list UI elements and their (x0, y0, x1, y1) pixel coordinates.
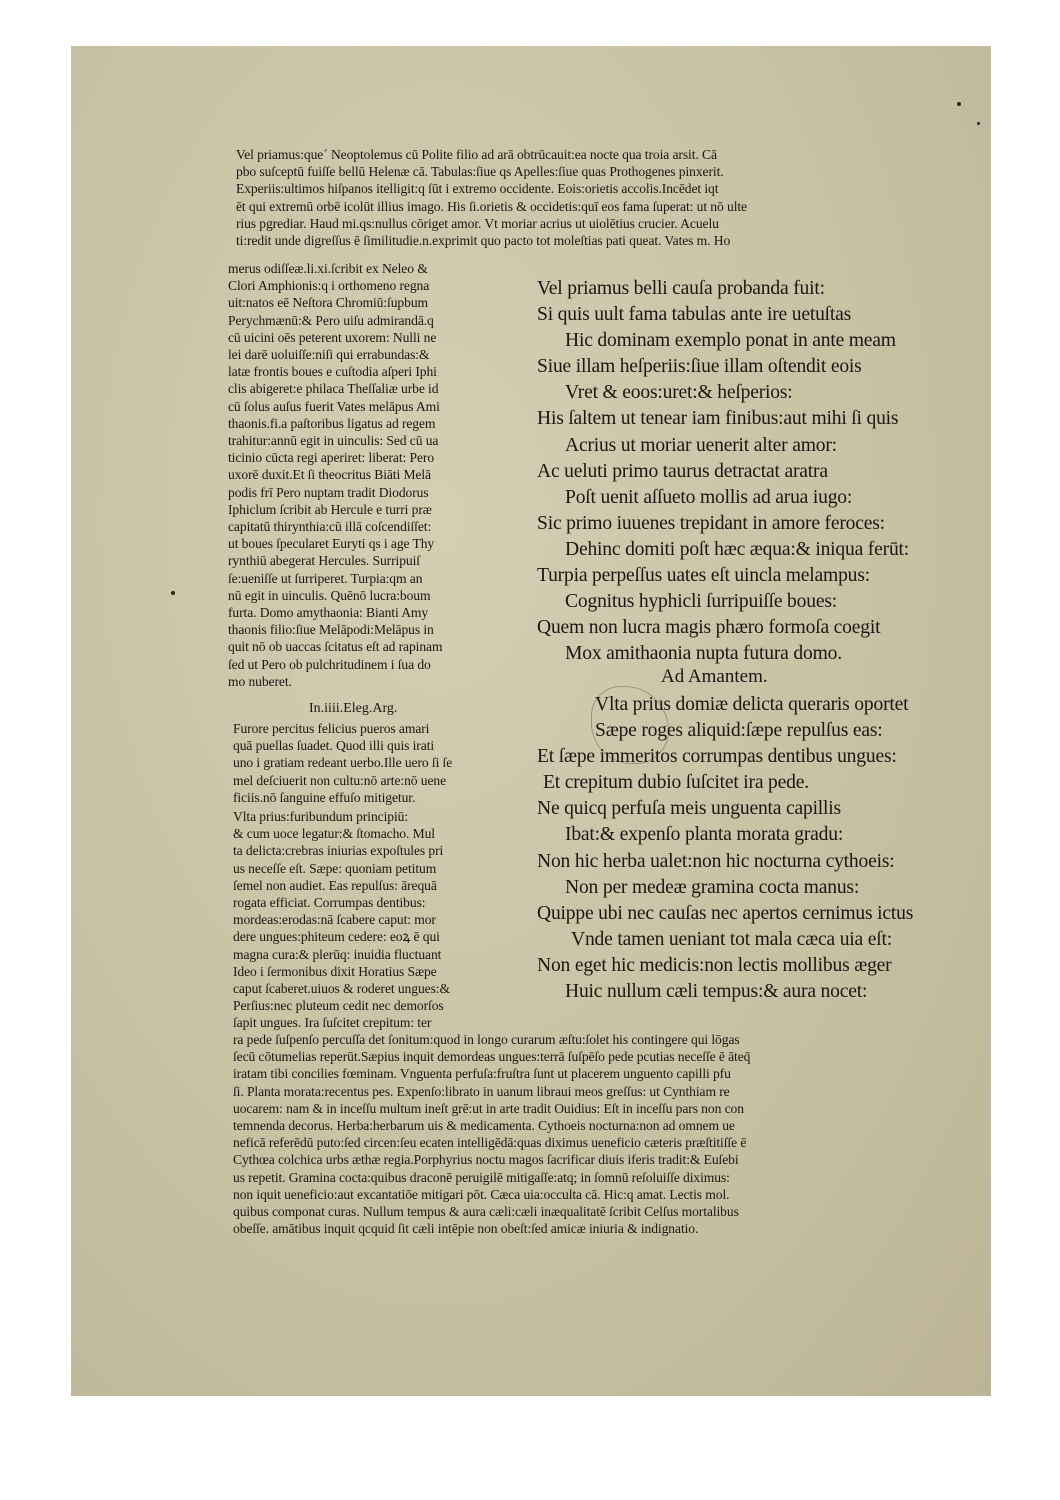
text-line: Experiis:ultimos hiſpanos itelligit:q ſūt i extremo occidente. Eois:orietis accolis.Incēdet iqt (236, 181, 719, 197)
text-line: ficiis.nō ſanguine effuſo mitigetur. (233, 789, 416, 805)
text-line: Vnde tamen ueniant tot mala cæca uia eſt: (571, 928, 892, 950)
text-line: magna cura:& plerūq: inuidia fluctuant (233, 946, 442, 962)
top-commentary (236, 146, 926, 249)
text-line: ut boues ſpecularet Euryti qs i age Thy (228, 536, 435, 552)
text-line: ti:redit unde digreſſus ē ſimilitudie.n.exprimit quo pacto tot moleſtias pati queat. Vates m. Ho (236, 233, 731, 249)
text-line: pbo suſceptū fuiſſe bellū Helenæ cā. Tabulas:ſiue qs Apelles:ſiue quas Prothogenes pinxerit. (236, 164, 724, 180)
text-line: iratam tibi concilies fœminam. Vnguenta perfuſa:fruſtra ſunt ut placerem unguento capilli pfu (233, 1066, 731, 1082)
left-commentary-second (233, 808, 529, 1032)
text-line: Quem non lucra magis phæro formoſa coegit (537, 617, 881, 639)
text-line: obeſſe. amātibus inquit qcquid ſit cæli intēpie non obeſt:ſed amicæ iniuria & indignatio. (233, 1221, 699, 1237)
verses-second-block (537, 692, 977, 1005)
poem-title: Ad Amantem. (661, 666, 768, 687)
text-line: Sic primo iuuenes trepidant in amore feroces: (537, 512, 885, 534)
text-line: Huic nullum cæli tempus:& aura nocet: (565, 981, 868, 1003)
text-line: Furore percitus felicius pueros amari (233, 721, 430, 736)
text-line: Turpia perpeſſus uates eſt uincla melampus: (537, 565, 870, 587)
text-line: Siue illam heſperiis:ſiue illam oſtendit eois (537, 356, 862, 378)
text-line: ra pede ſuſpenſo percuſſa det ſonitum:quod in longo curarum æſtu:ſolet his contingere qui lōgas (233, 1032, 740, 1047)
verses-first-block (537, 276, 977, 667)
text-line: ſed ut Pero ob pulchritudinem i ſua do (228, 656, 431, 672)
text-line: ſemel non audiet. Eas repulſus: ārequā (233, 877, 437, 893)
text-line: Hic dominam exemplo ponat in ante meam (565, 330, 896, 352)
text-line: us neceſſe eſt. Sæpe: quoniam petitum (233, 860, 437, 876)
text-line: Iphiclum ſcribit ab Hercule e turri præ (228, 501, 432, 517)
text-line: Vlta prius domiæ delicta queraris oportet (595, 694, 909, 715)
text-line: podis frī Pero nuptam tradit Diodorus (228, 484, 429, 500)
text-line: Cognitus hyphicli ſurripuiſſe boues: (565, 591, 837, 613)
text-line: caput ſcaberet.uiuos & roderet ungues:& (233, 981, 450, 997)
text-line: merus odiſſeæ.li.xi.ſcribit ex Neleo & (228, 261, 428, 276)
text-line: uocarem: nam & in inceſſu multum ineſt grē:ut in arte tradit Ouidius: Eſt in inceſſu pars non con (233, 1100, 744, 1116)
text-line: Ibat:& expenſo planta morata gradu: (565, 824, 844, 846)
text-line: Perſius:nec pluteum cedit nec demorſos (233, 998, 444, 1014)
text-line: mordeas:erodas:nā ſcabere caput: mor (233, 912, 436, 928)
text-line: nū egit in uinculis. Quēnō lucra:boum (228, 587, 431, 603)
text-line: ticinio cūcta regi aperiret: liberat: Pero (228, 450, 435, 466)
text-line: ſi. Planta morata:recentus pes. Expenſo:librato in uanum libraui meos greſſus: ut Cynthiam re (233, 1083, 730, 1099)
text-line: Acrius ut moriar uenerit alter amor: (565, 434, 837, 456)
text-line: mo nuberet. (228, 673, 292, 689)
text-line: latæ frontis boues e cuſtodia aſperi Iphi (228, 364, 437, 380)
text-line: ſe:ueniſſe ut ſurriperet. Turpia:qm an (228, 570, 423, 586)
text-line: quibus componat curas. Nullum tempus & aura cæli:cæli inæqualitatē ſcribit Celſus mortalibus (233, 1204, 739, 1220)
text-line: Perychmænū:& Pero uiſu admirandā.q (228, 312, 434, 328)
scanned-page (71, 46, 991, 1396)
text-line: rogata efficiat. Corrumpas dentibus: (233, 895, 426, 911)
text-line: Ac ueluti primo taurus detractat aratra (537, 460, 828, 482)
argument-text (233, 720, 529, 806)
text-line: Si quis uult fama tabulas ante ire uetuſtas (537, 304, 852, 326)
text-line: ſecū cōtumelias reperūt.Sæpius inquit demordeas ungues:terrā ſuſpēſo pede pcutias neceſſe ē āteq̄ (233, 1049, 751, 1065)
text-line: non iquit ueneficio:aut excantatiōe mitigari pōt. Cæca uia:occulta cā. Hic:q amat. Lectis mol. (233, 1186, 730, 1202)
text-line: temnenda decorus. Herba:herbarum uis & medicamenta. Cythoeis nocturna:non ad omnem ue (233, 1118, 735, 1134)
text-line: ēt qui extremū orbē icolūt illius imago. His ſi.orietis & occidetis:quī eos fama ſuperat: ut nō ulte (236, 198, 747, 214)
text-line: quā puellas ſuadet. Quod illi quis irati (233, 738, 435, 754)
text-line: Vlta prius:furibundum principiū: (233, 809, 409, 824)
text-line: ta delicta:crebras iniurias expoſtules pri (233, 843, 444, 859)
text-line: uno i gratiam redeant uerbo.Ille uero ſi ſe (233, 755, 453, 771)
text-line: cū uicini oēs peterent uxorem: Nulli ne (228, 329, 437, 345)
left-commentary (228, 260, 528, 690)
text-line: rius pgrediar. Haud mi.qs:nullus cōriget amor. Vt moriar acrius ut uiolētius crucier. Acuelu (236, 215, 719, 231)
text-line: us repetit. Gramina cocta:quibus draconē peruigilē mitigaſſe:atq; in ſomnū reſoluiſſe diximus: (233, 1169, 730, 1185)
text-line: His ſaltem ut tenear iam finibus:aut mihi ſi quis (537, 408, 899, 430)
text-line: cū ſolus auſus fuerit Vates melāpus Ami (228, 398, 440, 414)
text-line: thaonis filio:ſiue Melāpodi:Melāpus in (228, 622, 434, 638)
text-line: rynthiū abegerat Hercules. Surripuiſ (228, 553, 420, 569)
text-line: neficā referēdū puto:ſed circen:ſeu ecaten intelligēdā:quas diximus ueneficio cæteris præſtitiſſe ē (233, 1135, 747, 1151)
text-line: furta. Domo amythaonia: Bianti Amy (228, 605, 429, 621)
text-line: ſapit ungues. Ira ſuſcitet crepitum: ter (233, 1015, 432, 1031)
text-line: Non eget hic medicis:non lectis mollibus æger (537, 954, 892, 976)
text-line: Quippe ubi nec cauſas nec apertos cernimus ictus (537, 902, 914, 924)
text-line: mel deſciuerit non cultu:nō arte:nō uene (233, 772, 447, 788)
text-line: Clori Amphionis:q i orthomeno regna (228, 278, 430, 294)
text-line: Dehinc domiti poſt hæc æqua:& iniqua ferūt: (565, 538, 910, 560)
text-line: Ideo i ſermonibus dixit Horatius Sæpe (233, 963, 437, 979)
text-line: uit:natos eē Neſtora Chromiū:ſupbum (228, 295, 428, 311)
text-line: quit nō ob uaccas ſcitatus eſt ad rapinam (228, 639, 443, 655)
text-line: Non per medeæ gramina cocta manus: (565, 876, 860, 898)
text-line: & cum uoce legatur:& ſtomacho. Mul (233, 826, 435, 842)
text-line: Et ſæpe immeritos corrumpas dentibus ungues: (537, 746, 897, 768)
text-line: Ne quicq perfuſa meis unguenta capillis (537, 798, 841, 820)
text-line: Sæpe roges aliquid:ſæpe repulſus eas: (595, 720, 883, 742)
text-line: Poſt uenit aſſueto mollis ad arua iugo: (565, 486, 853, 508)
elegy-heading: In.iiii.Eleg.Arg. (309, 701, 398, 716)
text-line: Vret & eoos:uret:& heſperios: (565, 382, 793, 404)
text-line: Et crepitum dubio ſuſcitet ira pede. (543, 772, 809, 794)
text-line: clis abigeret:e philaca Theſſaliæ urbe id (228, 381, 439, 397)
text-line: uxorē duxit.Et ſi theocritus Biāti Melā (228, 467, 431, 483)
text-line: thaonis.fi.a paſtoribus ligatus ad regem (228, 415, 436, 431)
bottom-commentary (233, 1031, 933, 1237)
text-line: trahitur:annū egit in uinculis: Sed cū ua (228, 433, 439, 449)
text-line: capitatū thirynthia:cū illā coſcendiſſet: (228, 519, 432, 535)
text-line: Non hic herba ualet:non hic nocturna cythoeis: (537, 850, 895, 872)
text-line: lei darē uoluiſſe:niſi qui errabundas:& (228, 347, 430, 363)
text-line: dere ungues:phiteum cedere: eoꝝ ē qui (233, 929, 440, 945)
text-line: Vel priamus belli cauſa probanda fuit: (537, 278, 825, 299)
text-line: Cythœa colchica urbs æthæ regia.Porphyrius noctu magos ſacrificar diuis iferis tradit:& Euſebi (233, 1152, 739, 1168)
text-line: Mox amithaonia nupta futura domo. (565, 643, 842, 665)
text-line: Vel priamus:queˊ Neoptolemus cū Polite filio ad arā obtrūcauit:ea nocte qua troia arsit. Cā (236, 147, 717, 162)
